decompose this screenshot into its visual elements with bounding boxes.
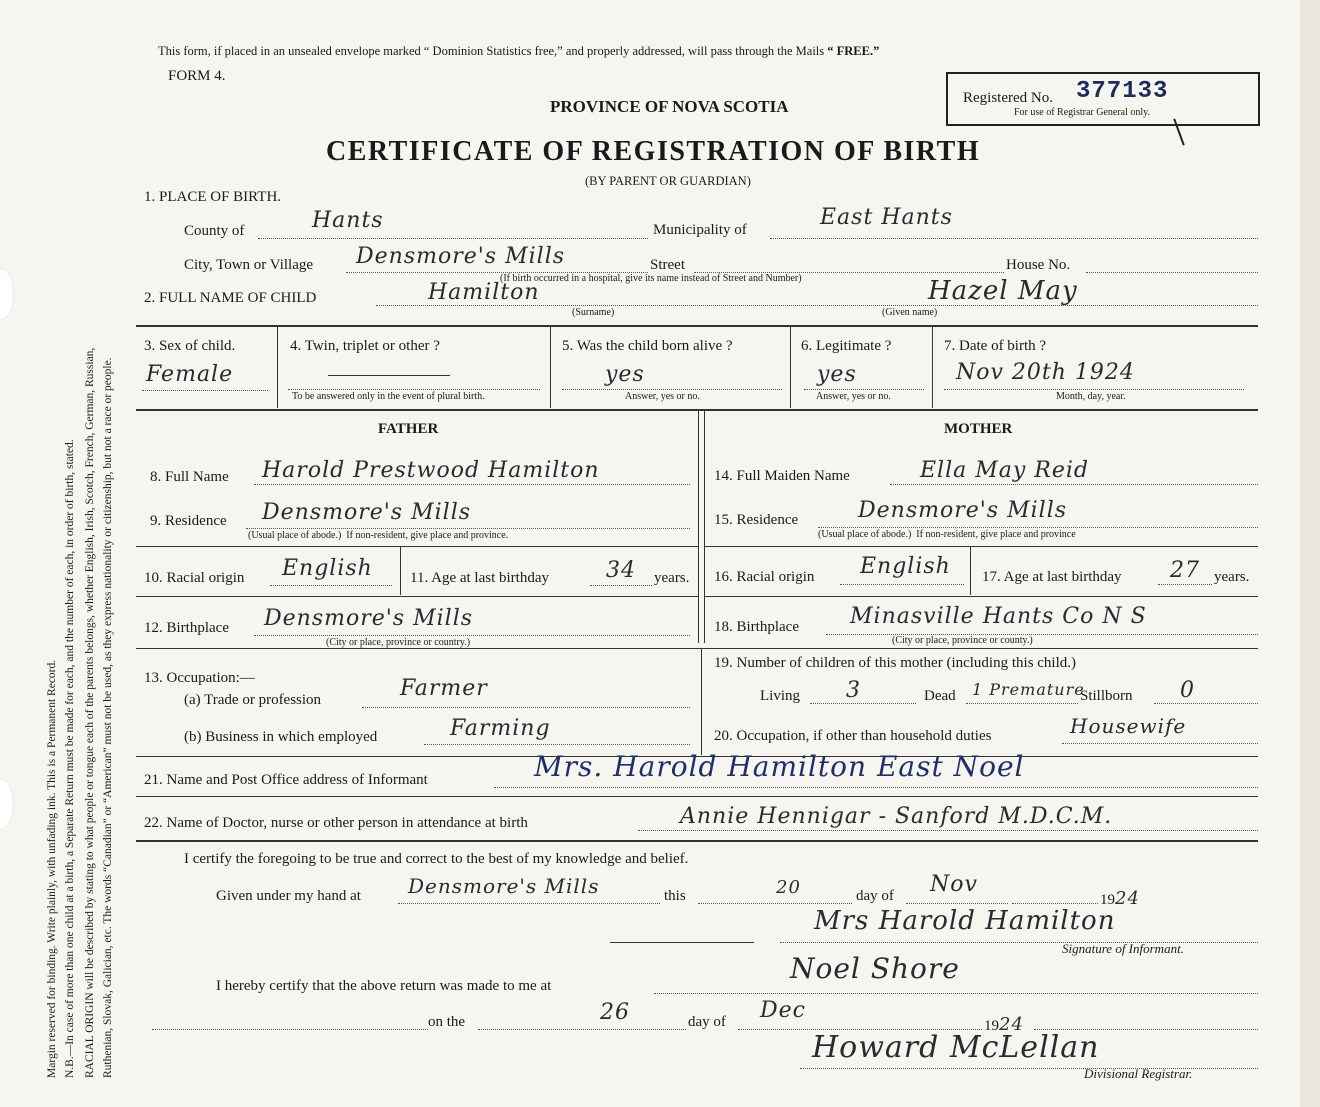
business-value: Farming [450, 716, 551, 741]
father-age: 34 [606, 558, 636, 583]
province: PROVINCE OF NOVA SCOTIA [550, 97, 789, 116]
return-day: 26 [600, 1000, 630, 1025]
alive-note: Answer, yes or no. [625, 391, 700, 402]
given-place: Densmore's Mills [408, 874, 600, 898]
dob-note: Month, day, year. [1056, 391, 1126, 402]
county-label: County of [184, 223, 245, 239]
day-of-label: day of [856, 888, 894, 904]
twin-label: 4. Twin, triplet or other ? [290, 338, 440, 354]
mother-age-label: 17. Age at last birthday [982, 569, 1122, 585]
father-age-label: 11. Age at last birthday [410, 570, 549, 586]
certify-month: Nov [930, 872, 978, 897]
legitimate-note: Answer, yes or no. [816, 391, 891, 402]
side-note-binding: Margin reserved for binding. Write plainly, with unfading ink. This is a Permanent Record. [46, 659, 58, 1078]
business-label: (b) Business in which employed [184, 729, 378, 745]
given-label: Given under my hand at [216, 888, 361, 904]
twin-dash [328, 375, 450, 376]
certify-statement: I certify the foregoing to be true and correct to the best of my knowledge and belief. [184, 851, 689, 867]
father-heading: FATHER [378, 421, 439, 437]
alive-value: yes [605, 362, 645, 387]
mother-residence-label: 15. Residence [714, 512, 799, 528]
informant-signature: Mrs Harold Hamilton [814, 906, 1116, 936]
children-label: 19. Number of children of this mother (including this child.) [714, 655, 1077, 671]
side-note-racial-2: Ruthenian, Slovak, Galician, etc. The words “Canadian” or “American” must not be used, as they express nationality or citizenship, but not a race or people. [102, 357, 114, 1078]
child-name-label: 2. FULL NAME OF CHILD [144, 290, 317, 306]
mother-years: years. [1214, 569, 1250, 585]
given-caption: (Given name) [882, 307, 938, 318]
father-birthplace: Densmore's Mills [264, 606, 474, 631]
father-residence-note: (Usual place of abode.) If non-resident, give place and province. [248, 530, 509, 541]
day-of2-label: day of [688, 1014, 726, 1030]
father-residence: Densmore's Mills [262, 500, 472, 525]
certify-year: 1924 [1100, 888, 1140, 909]
mother-age: 27 [1170, 558, 1200, 583]
mother-occupation-label: 20. Occupation, if other than household duties [714, 728, 992, 744]
father-race-label: 10. Racial origin [144, 570, 245, 586]
mother-occupation: Housewife [1070, 714, 1187, 738]
registered-box [946, 72, 1260, 126]
registered-number: 377133 [1076, 78, 1169, 105]
registered-label: Registered No. [963, 90, 1053, 106]
father-name: Harold Prestwood Hamilton [262, 458, 600, 483]
punch-hole [0, 268, 14, 320]
stillborn-label: Stillborn [1080, 688, 1133, 704]
on-the-label: on the [428, 1014, 466, 1030]
return-place: Noel Shore [790, 952, 960, 985]
return-year: 1924 [984, 1014, 1024, 1035]
trade-value: Farmer [400, 676, 488, 701]
certificate-title: CERTIFICATE OF REGISTRATION OF BIRTH [326, 136, 981, 167]
house-label: House No. [1006, 257, 1071, 273]
legitimate-label: 6. Legitimate ? [801, 338, 892, 354]
municipality-value: East Hants [820, 205, 953, 230]
certify-day: 20 [776, 877, 801, 898]
punch-hole [0, 778, 14, 830]
legitimate-value: yes [817, 362, 857, 387]
hospital-note: (If birth occurred in a hospital, give its name instead of Street and Number) [500, 273, 802, 284]
father-residence-label: 9. Residence [150, 513, 227, 529]
living-value: 3 [846, 678, 861, 703]
place-section-title: 1. PLACE OF BIRTH. [144, 189, 282, 205]
mother-name: Ella May Reid [920, 458, 1090, 483]
mother-residence: Densmore's Mills [858, 498, 1068, 523]
father-race: English [282, 556, 373, 581]
registrar-caption: Divisional Registrar. [1084, 1066, 1193, 1081]
city-value: Densmore's Mills [356, 244, 566, 269]
mail-notice: This form, if placed in an unsealed envelope marked “ Dominion Statistics free,” and properly addressed, will pass through the Mails “ FREE.” [158, 44, 880, 58]
child-surname: Hamilton [428, 280, 540, 305]
father-name-label: 8. Full Name [150, 469, 229, 485]
this-label: this [664, 888, 686, 904]
father-years: years. [654, 570, 690, 586]
child-given-name: Hazel May [928, 276, 1078, 306]
county-value: Hants [312, 208, 384, 233]
dob-label: 7. Date of birth ? [944, 338, 1047, 354]
right-edge [1300, 0, 1320, 1107]
mother-race: English [860, 554, 951, 579]
dead-value: 1 Premature [972, 680, 1085, 699]
twin-note: To be answered only in the event of plural birth. [292, 391, 485, 402]
mother-heading: MOTHER [944, 421, 1013, 437]
signature-rule [610, 942, 754, 943]
alive-label: 5. Was the child born alive ? [562, 338, 733, 354]
trade-label: (a) Trade or profession [184, 692, 322, 708]
father-occupation-label: 13. Occupation:— [144, 670, 255, 686]
mother-birthplace-note: (City or place, province or county.) [892, 635, 1033, 646]
sex-value: Female [146, 362, 234, 387]
surname-caption: (Surname) [572, 307, 615, 318]
municipality-label: Municipality of [653, 222, 747, 238]
form-number: FORM 4. [168, 68, 226, 84]
mother-residence-note: (Usual place of abode.) If non-resident, give place and province [818, 529, 1076, 540]
informant-value: Mrs. Harold Hamilton East Noel [534, 750, 1025, 783]
sex-label: 3. Sex of child. [144, 338, 236, 354]
dob-value: Nov 20th 1924 [956, 360, 1135, 385]
return-label: I hereby certify that the above return was made to me at [216, 978, 552, 994]
informant-signature-caption: Signature of Informant. [1062, 941, 1184, 956]
street-label: Street [650, 257, 685, 273]
certificate-subtitle: (BY PARENT OR GUARDIAN) [585, 174, 751, 188]
doctor-value: Annie Hennigar - Sanford M.D.C.M. [680, 804, 1113, 829]
registrar-note: For use of Registrar General only. [1014, 107, 1150, 118]
mother-race-label: 16. Racial origin [714, 569, 815, 585]
doctor-label: 22. Name of Doctor, nurse or other person in attendance at birth [144, 815, 528, 831]
dead-label: Dead [924, 688, 956, 704]
mother-birthplace: Minasville Hants Co N S [850, 604, 1147, 629]
living-label: Living [760, 688, 800, 704]
stillborn-value: 0 [1180, 678, 1195, 703]
side-note-nb: N.B.—In case of more than one child at a birth, a Separate Return must be made for each, and the number of each, in order of birth, stated. [64, 439, 76, 1078]
father-birthplace-label: 12. Birthplace [144, 620, 229, 636]
registrar-signature: Howard McLellan [812, 1030, 1100, 1065]
return-month: Dec [760, 998, 806, 1023]
father-birthplace-note: (City or place, province or country.) [326, 637, 471, 648]
mother-birthplace-label: 18. Birthplace [714, 619, 799, 635]
city-label: City, Town or Village [184, 257, 314, 273]
informant-label: 21. Name and Post Office address of Informant [144, 772, 428, 788]
mother-name-label: 14. Full Maiden Name [714, 468, 850, 484]
side-note-racial: RACIAL ORIGIN will be described by stating to what people or tongue each of the parents belongs, whether English, Irish, Scotch, French, German, Russian, [84, 347, 96, 1078]
